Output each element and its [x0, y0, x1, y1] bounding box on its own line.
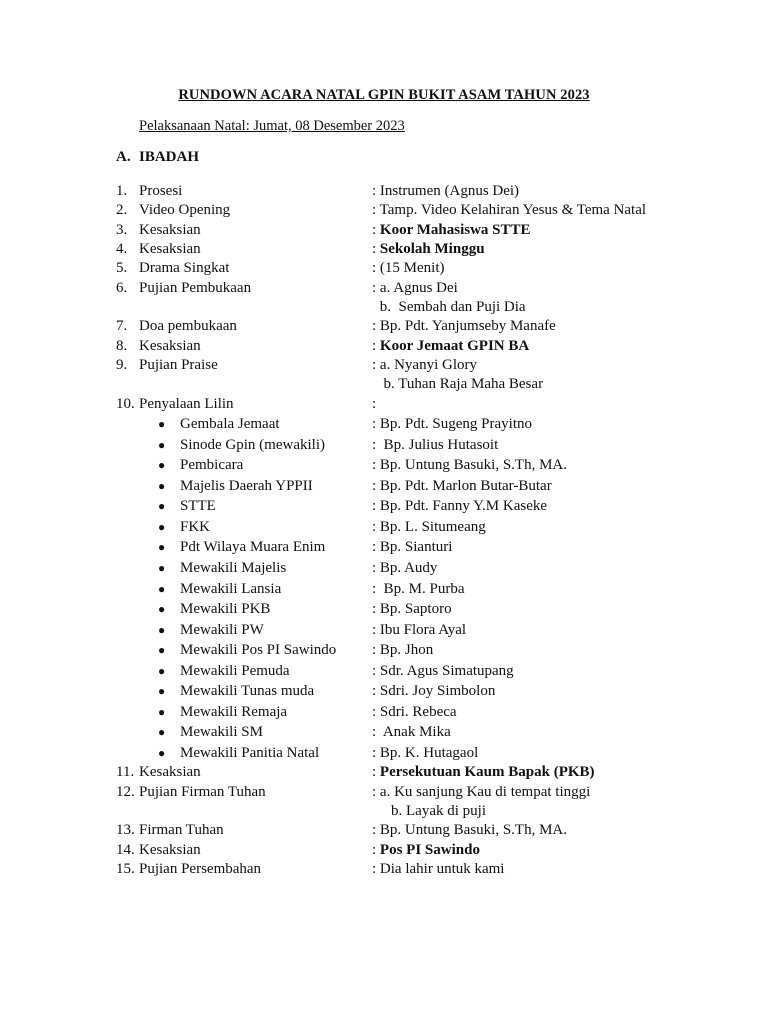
item-value-text: : a. Ku sanjung Kau di tempat tinggi [372, 783, 591, 800]
section-title: IBADAH [139, 149, 200, 165]
item-value [372, 841, 480, 860]
rundown-item [0, 821, 768, 840]
candle-lighting-entry [0, 722, 768, 743]
entry-value: : Bp. Julius Hutasoit [372, 436, 499, 453]
entry-value: : Bp. Jhon [372, 642, 434, 659]
item-value [372, 356, 477, 375]
entry-value: : Bp. L. Situmeang [372, 518, 486, 535]
bullet-icon: ● [158, 643, 166, 658]
item-value [372, 279, 458, 298]
entry-label: Mewakili Remaja [180, 703, 288, 720]
entry-value: : Bp. Pdt. Fanny Y.M Kaseke [372, 498, 548, 515]
rundown-list [0, 182, 768, 879]
item-number: 7. [116, 318, 128, 335]
bullet-icon: ● [158, 540, 166, 555]
candle-lighting-entry [0, 620, 768, 641]
entry-value: : Bp. K. Hutagaol [372, 744, 479, 761]
item-number: 13. [116, 822, 135, 839]
candle-lighting-entry [0, 743, 768, 764]
rundown-item [0, 860, 768, 879]
item-label: Pujian Pembukaan [139, 279, 252, 296]
item-value-text: : [372, 841, 380, 858]
rundown-item-continuation [0, 802, 768, 821]
entry-value: : Sdri. Rebeca [372, 703, 457, 720]
candle-lighting-entry [0, 537, 768, 558]
candle-lighting-entry [0, 661, 768, 682]
entry-label: STTE [180, 498, 216, 515]
bullet-icon: ● [158, 622, 166, 637]
item-label: Kesaksian [139, 241, 201, 258]
item-number: 4. [116, 241, 128, 258]
item-value-text: : Tamp. Video Kelahiran Yesus & Tema Natal [372, 202, 647, 219]
item-label: Video Opening [139, 202, 231, 219]
bullet-icon: ● [158, 602, 166, 617]
entry-value: : Bp. M. Purba [372, 580, 465, 597]
item-number: 11. [116, 764, 135, 781]
item-value [372, 240, 485, 259]
candle-lighting-entry [0, 414, 768, 435]
item-label: Kesaksian [139, 841, 201, 858]
item-value [372, 395, 376, 414]
bullet-icon: ● [158, 519, 166, 534]
item-value-bold: Pos PI Sawindo [379, 841, 480, 858]
item-value-text: : a. Agnus Dei [372, 279, 458, 296]
rundown-item [0, 337, 768, 356]
item-number: 5. [116, 260, 128, 277]
candle-lighting-entry [0, 435, 768, 456]
rundown-item [0, 259, 768, 278]
rundown-item [0, 182, 768, 201]
rundown-item [0, 395, 768, 414]
item-value-text: : Bp. Untung Basuki, S.Th, MA. [372, 822, 568, 839]
bullet-icon: ● [158, 560, 166, 575]
bullet-icon: ● [158, 478, 166, 493]
item-value-continuation: b. Sembah dan Puji Dia [376, 299, 526, 316]
rundown-item [0, 221, 768, 240]
entry-value: : Bp. Audy [372, 559, 438, 576]
bullet-icon: ● [158, 581, 166, 596]
item-value-bold: Sekolah Minggu [379, 241, 485, 258]
candle-lighting-entry [0, 496, 768, 517]
rundown-item [0, 763, 768, 782]
section-letter: A. [116, 149, 131, 165]
item-label: Drama Singkat [139, 260, 230, 277]
item-value-bold: Persekutuan Kaum Bapak (PKB) [379, 764, 595, 781]
item-label: Kesaksian [139, 221, 201, 238]
rundown-item-continuation [0, 375, 768, 394]
item-number: 12. [116, 783, 135, 800]
candle-lighting-entry [0, 640, 768, 661]
entry-label: Mewakili PKB [180, 601, 271, 618]
document-title: RUNDOWN ACARA NATAL GPIN BUKIT ASAM TAHUN 2023 [178, 87, 590, 103]
entry-label: Gembala Jemaat [180, 416, 280, 433]
item-number: 14. [116, 841, 135, 858]
rundown-item [0, 841, 768, 860]
item-value-text: : [372, 221, 380, 238]
item-value-text: : Instrumen (Agnus Dei) [372, 183, 520, 199]
entry-label: Pdt Wilaya Muara Enim [180, 539, 326, 556]
bullet-icon: ● [158, 499, 166, 514]
entry-label: Mewakili Majelis [180, 559, 287, 576]
candle-lighting-entry [0, 579, 768, 600]
item-value [372, 221, 531, 240]
item-value [372, 821, 567, 840]
item-value [372, 337, 529, 356]
item-label: Kesaksian [139, 764, 201, 781]
candle-lighting-entry [0, 702, 768, 723]
item-value-bold: Koor Jemaat GPIN BA [379, 337, 530, 354]
entry-value: : Bp. Saptoro [372, 601, 452, 618]
item-number: 3. [116, 221, 128, 238]
item-label: Penyalaan Lilin [139, 395, 234, 412]
rundown-item-continuation [0, 298, 768, 317]
entry-label: Pembicara [180, 457, 244, 474]
item-label: Prosesi [139, 183, 183, 199]
entry-value: : Bp. Pdt. Marlon Butar-Butar [372, 477, 552, 494]
item-label: Firman Tuhan [139, 822, 224, 839]
rundown-item [0, 317, 768, 336]
candle-lighting-entry [0, 681, 768, 702]
item-number: 1. [116, 183, 128, 199]
item-value-text: : Dia lahir untuk kami [372, 861, 505, 878]
item-number: 10. [116, 395, 135, 412]
item-value [372, 317, 556, 336]
bullet-icon: ● [158, 745, 166, 760]
entry-value: : Bp. Sianturi [372, 539, 453, 556]
item-label: Doa pembukaan [139, 318, 237, 335]
entry-value: : Anak Mika [372, 724, 451, 741]
item-label: Pujian Persembahan [139, 861, 262, 878]
candle-lighting-entry [0, 455, 768, 476]
item-value-continuation: b. Layak di puji [376, 803, 486, 820]
item-value-text: : [372, 241, 380, 258]
item-value [372, 259, 445, 278]
bullet-icon: ● [158, 417, 166, 432]
rundown-item [0, 356, 768, 375]
entry-value: : Ibu Flora Ayal [372, 621, 467, 638]
item-value-text: : a. Nyanyi Glory [372, 357, 477, 374]
bullet-icon: ● [158, 458, 166, 473]
rundown-item [0, 201, 768, 220]
item-label: Pujian Praise [139, 357, 218, 374]
rundown-item [0, 783, 768, 802]
entry-label: Sinode Gpin (mewakili) [180, 436, 325, 453]
item-value-text: : Bp. Pdt. Yanjumseby Manafe [372, 318, 556, 335]
candle-lighting-entry [0, 558, 768, 579]
candle-lighting-entry [0, 476, 768, 497]
item-value [372, 201, 646, 220]
item-value [372, 763, 595, 782]
entry-value: : Sdri. Joy Simbolon [372, 683, 496, 700]
item-value-text: : [372, 395, 377, 412]
entry-label: Mewakili PW [180, 621, 264, 638]
rundown-item [0, 279, 768, 298]
bullet-icon: ● [158, 663, 166, 678]
item-value [372, 860, 504, 879]
item-value [372, 783, 590, 802]
candle-lighting-entry [0, 599, 768, 620]
entry-label: Majelis Daerah YPPII [180, 477, 313, 494]
item-value-text: : [372, 337, 380, 354]
candle-lighting-entry [0, 517, 768, 538]
item-value-continuation: b. Tuhan Raja Maha Besar [376, 376, 544, 393]
item-number: 15. [116, 861, 135, 878]
bullet-icon: ● [158, 437, 166, 452]
bullet-icon: ● [158, 725, 166, 740]
item-label: Kesaksian [139, 337, 201, 354]
entry-value: : Sdr. Agus Simatupang [372, 662, 514, 679]
entry-label: Mewakili SM [180, 724, 263, 741]
section-heading [116, 149, 199, 166]
entry-label: Mewakili Pos PI Sawindo [180, 642, 337, 659]
entry-label: Mewakili Tunas muda [180, 683, 315, 700]
rundown-item [0, 240, 768, 259]
bullet-icon: ● [158, 684, 166, 699]
entry-value: : Bp. Untung Basuki, S.Th, MA. [372, 457, 568, 474]
item-value-bold: Koor Mahasiswa STTE [379, 221, 531, 238]
entry-value: : Bp. Pdt. Sugeng Prayitno [372, 416, 533, 433]
entry-label: Mewakili Panitia Natal [180, 744, 320, 761]
item-value-text: : [372, 764, 380, 781]
item-value [372, 182, 519, 201]
item-number: 2. [116, 202, 128, 219]
entry-label: Mewakili Pemuda [180, 662, 290, 679]
document-subtitle: Pelaksanaan Natal: Jumat, 08 Desember 2023 [139, 118, 405, 134]
item-number: 6. [116, 279, 128, 296]
entry-label: Mewakili Lansia [180, 580, 282, 597]
entry-label: FKK [180, 518, 211, 535]
item-number: 8. [116, 337, 128, 354]
bullet-icon: ● [158, 704, 166, 719]
item-value-text: : (15 Menit) [372, 260, 445, 277]
item-label: Pujian Firman Tuhan [139, 783, 266, 800]
item-number: 9. [116, 357, 128, 374]
